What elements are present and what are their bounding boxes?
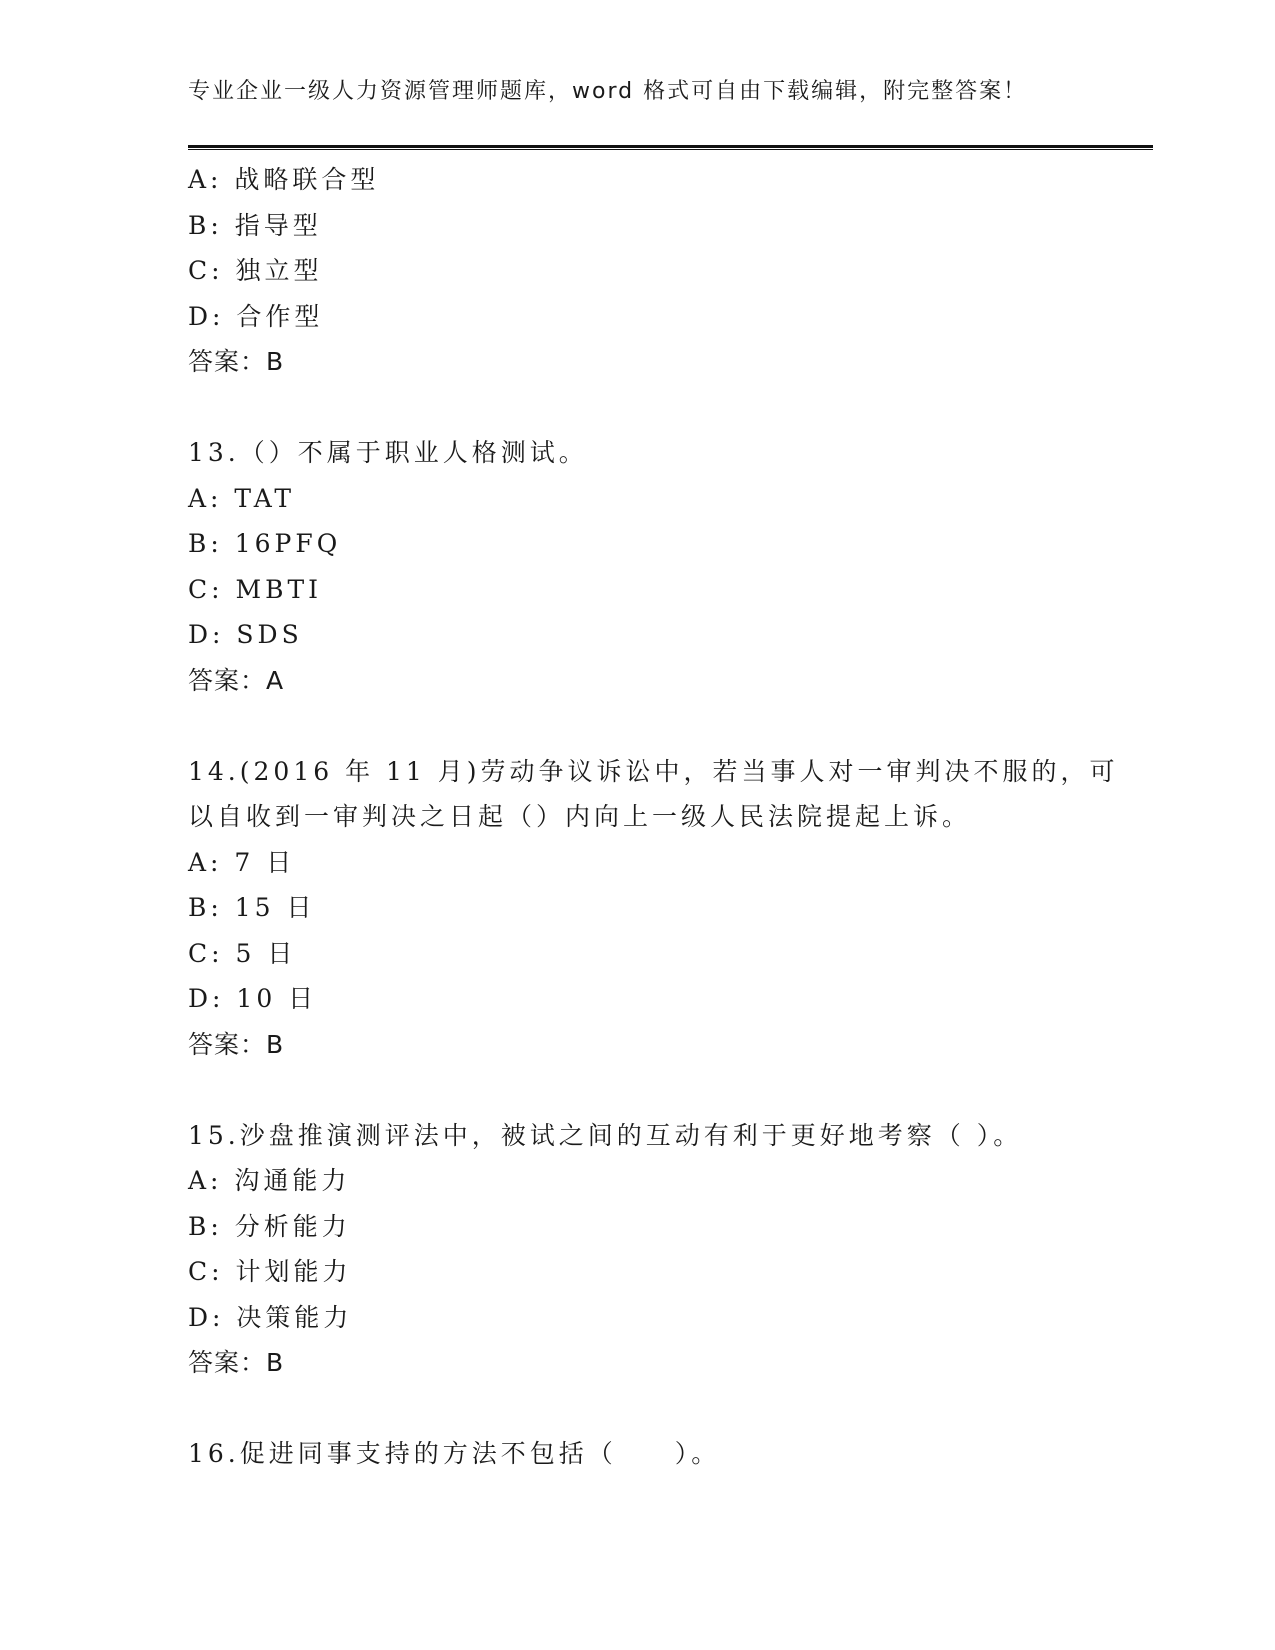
- option-d: D: 决策能力: [188, 1302, 353, 1332]
- question-13: [188, 430, 1088, 703]
- option-d: D: 合作型: [188, 301, 324, 331]
- question-stem: 15.沙盘推演测评法中，被试之间的互动有利于更好地考察（ ）。: [188, 1120, 1023, 1150]
- answer: 答案：B: [188, 1029, 285, 1059]
- answer: 答案：B: [188, 1348, 285, 1377]
- question-15: [188, 1113, 1088, 1386]
- option-b: B: 16PFQ: [188, 529, 342, 558]
- question-14: [188, 749, 1119, 1068]
- option-a: A: TAT: [188, 483, 296, 513]
- option-c: C: 5 日: [188, 938, 297, 968]
- option-b: B: 分析能力: [188, 1211, 351, 1241]
- question-stem-line-1: 14.(2016 年 11 月)劳动争议诉讼中，若当事人对一审判决不服的，可: [188, 756, 1119, 786]
- spacer: [188, 703, 1088, 749]
- option-c: C: 独立型: [188, 256, 323, 285]
- option-b: B: 指导型: [188, 210, 322, 240]
- option-d: D: SDS: [188, 620, 303, 649]
- option-a: A: 7 日: [188, 847, 296, 877]
- spacer: [188, 1386, 1088, 1432]
- question-stem-line-2: 以自收到一审判决之日起（）内向上一级人民法院提起上诉。: [188, 802, 972, 831]
- header-divider: [188, 145, 1153, 150]
- question-16: [188, 1431, 1088, 1477]
- page-header: 专业企业一级人力资源管理师题库，word 格式可自由下载编辑，附完整答案！: [188, 79, 1028, 104]
- option-c: C: MBTI: [188, 574, 323, 604]
- question-list: [188, 157, 1119, 1477]
- question-stem: 13.（）不属于职业人格测试。: [188, 438, 588, 467]
- option-b: B: 15 日: [188, 893, 316, 922]
- answer: 答案：B: [188, 347, 285, 376]
- option-a: A: 战略联合型: [188, 165, 380, 194]
- question-stem: 16.促进同事支持的方法不包括（ ）。: [188, 1439, 721, 1468]
- option-c: C: 计划能力: [188, 1257, 352, 1286]
- question-12: [188, 157, 1088, 385]
- option-a: A: 沟通能力: [188, 1166, 351, 1195]
- answer: 答案：A: [188, 665, 285, 695]
- spacer: [188, 1067, 1088, 1113]
- spacer: [188, 385, 1088, 431]
- option-d: D: 10 日: [188, 984, 318, 1013]
